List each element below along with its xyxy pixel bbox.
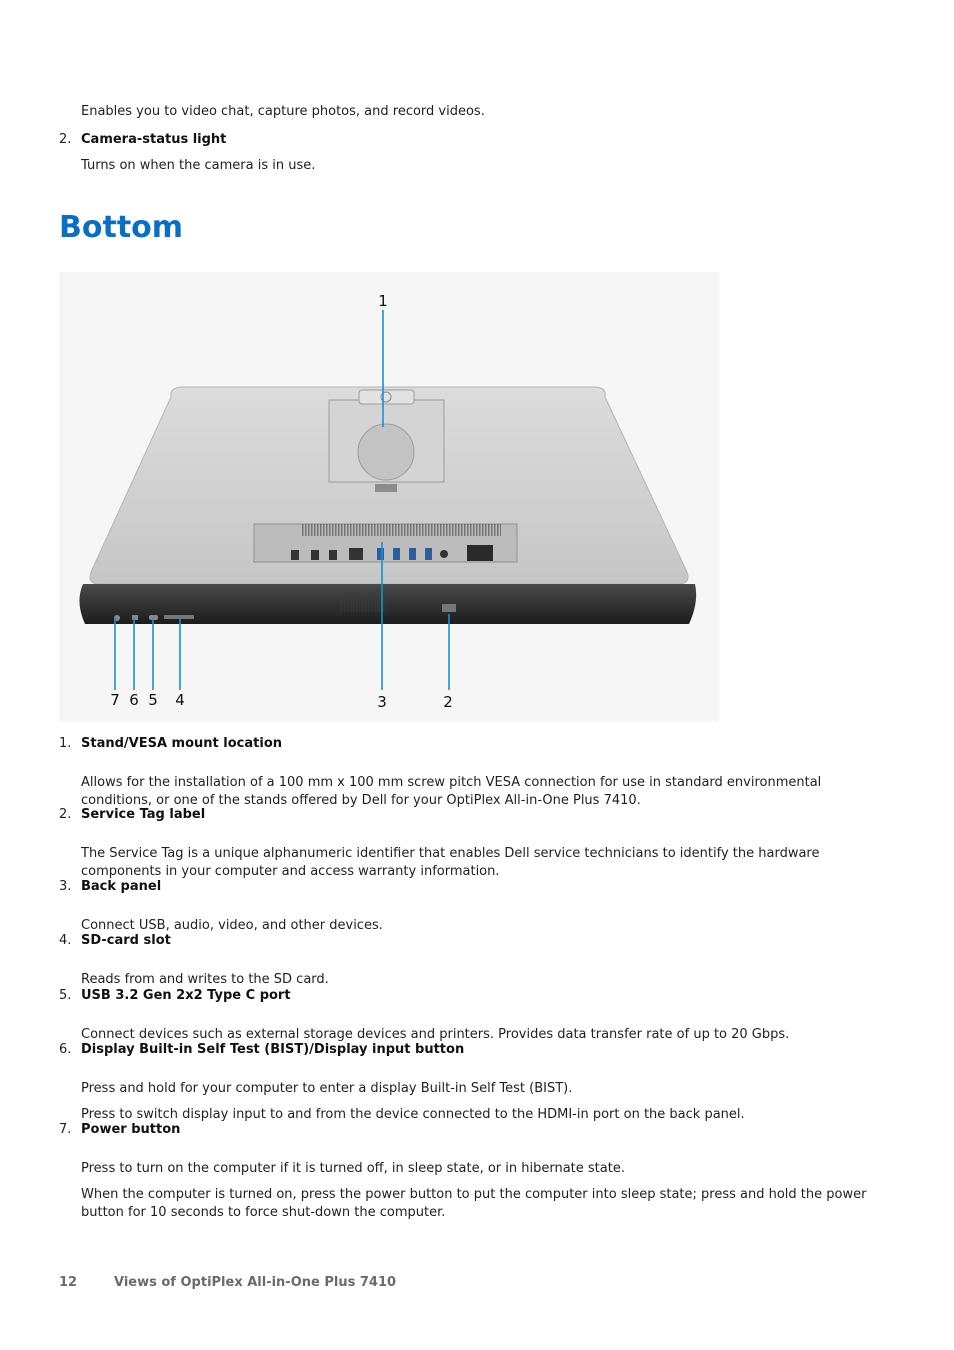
vesa-latch	[375, 484, 397, 492]
audio-jack-icon	[440, 550, 448, 558]
item-number: 2.	[59, 807, 72, 822]
item-number: 5.	[59, 988, 72, 1003]
callout-1: 1	[378, 292, 388, 310]
bist-button-icon	[132, 615, 138, 620]
callout-5: 5	[148, 691, 158, 709]
stand-vesa-term: Stand/VESA mount location	[81, 736, 282, 751]
usb-port-icon	[425, 548, 432, 560]
power-button-description-1: Press to turn on the computer if it is turned off, in sleep state, or in hibernate state.	[81, 1161, 625, 1176]
usb-port-icon	[393, 548, 400, 560]
service-tag-description: The Service Tag is a unique alphanumeric identifier that enables Dell service technicians to identify the hardware components in your computer and access warranty information.	[81, 846, 820, 879]
back-panel-term: Back panel	[81, 879, 162, 894]
callout-4: 4	[175, 691, 185, 709]
camera-status-light-description: Turns on when the camera is in use.	[81, 158, 316, 173]
vesa-mount-circle	[358, 424, 414, 480]
sd-card-description: Reads from and writes to the SD card.	[81, 972, 329, 987]
computer-bottom-view-figure	[59, 272, 719, 722]
power-button-term: Power button	[81, 1122, 181, 1137]
sd-card-slot-icon	[164, 615, 194, 619]
callout-6: 6	[129, 691, 139, 709]
footer-title: Views of OptiPlex All-in-One Plus 7410	[114, 1275, 397, 1290]
bist-term: Display Built-in Self Test (BIST)/Display input button	[81, 1042, 465, 1057]
item-number: 4.	[59, 933, 72, 948]
camera-description: Enables you to video chat, capture photos, and record videos.	[81, 104, 485, 119]
speaker-grille	[339, 592, 387, 612]
hdmi-port-icon	[291, 550, 299, 560]
item-number: 7.	[59, 1122, 72, 1137]
displayport-icon	[329, 550, 337, 560]
page-number: 12	[59, 1275, 78, 1290]
usb-port-icon	[377, 548, 384, 560]
section-title: Bottom	[59, 210, 184, 245]
item-number: 1.	[59, 736, 72, 751]
sd-card-term: SD-card slot	[81, 933, 171, 948]
power-button-description-2: When the computer is turned on, press the power button to put the computer into sleep state; press and hold the power button for 10 seconds to force shut-down the computer.	[81, 1187, 867, 1220]
callout-3: 3	[377, 693, 387, 711]
callout-7: 7	[110, 691, 120, 709]
callout-2: 2	[443, 693, 453, 711]
camera-status-light-term: Camera-status light	[81, 132, 227, 147]
item-number: 3.	[59, 879, 72, 894]
back-panel-description: Connect USB, audio, video, and other devices.	[81, 918, 383, 933]
usb-c-description: Connect devices such as external storage devices and printers. Provides data transfer rate of up to 20 Gbps.	[81, 1027, 790, 1042]
power-connector-icon	[467, 545, 493, 561]
hdmi-port-icon	[311, 550, 319, 560]
item-number: 6.	[59, 1042, 72, 1057]
service-tag-label	[442, 604, 456, 612]
bist-description-2: Press to switch display input to and from the device connected to the HDMI-in port on the back panel.	[81, 1107, 745, 1122]
bist-description-1: Press and hold for your computer to enter a display Built-in Self Test (BIST).	[81, 1081, 573, 1096]
item-number: 2.	[59, 132, 72, 147]
usb-port-icon	[409, 548, 416, 560]
stand-vesa-description: Allows for the installation of a 100 mm x 100 mm screw pitch VESA connection for use in standard environmental conditions, or one of the stands offered by Dell for your OptiPlex All-in-One Plus 7410.	[81, 775, 822, 808]
back-panel-vent	[301, 524, 501, 536]
usb-c-term: USB 3.2 Gen 2x2 Type C port	[81, 988, 291, 1003]
service-tag-term: Service Tag label	[81, 807, 206, 822]
ethernet-port-icon	[349, 548, 363, 560]
